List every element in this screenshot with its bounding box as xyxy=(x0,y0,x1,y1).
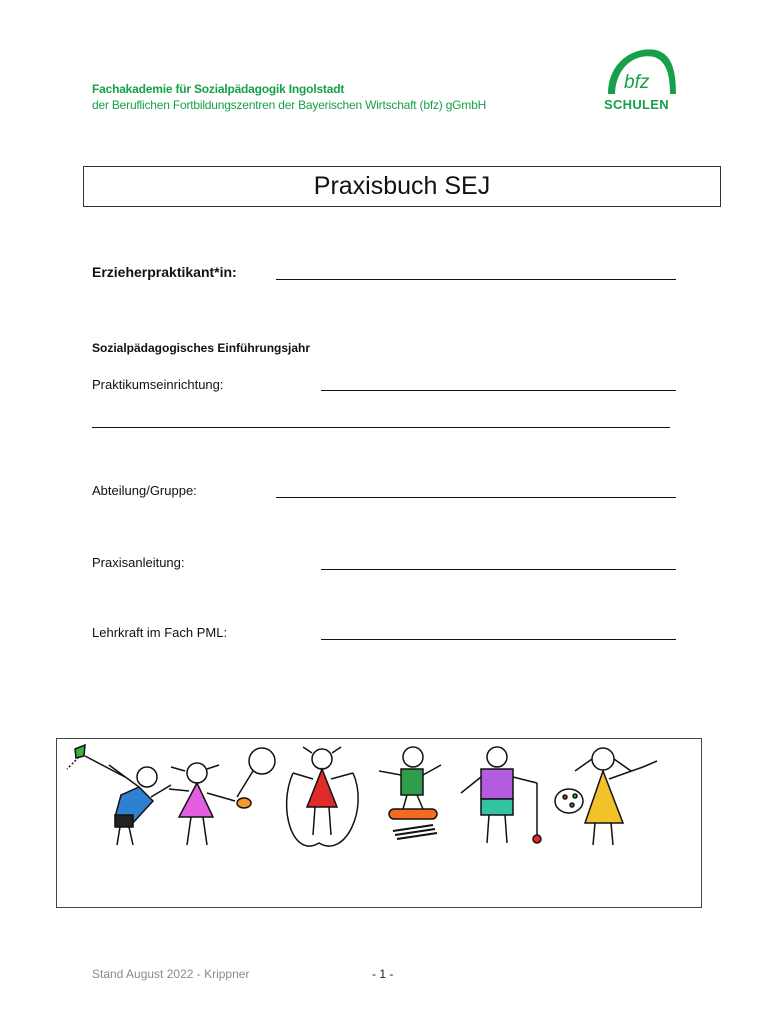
footer-status: Stand August 2022 - Krippner xyxy=(92,967,250,981)
facility-field[interactable] xyxy=(321,390,676,391)
header-organization: der Beruflichen Fortbildungszentren der Bayerischen Wirtschaft (bfz) gGmbH xyxy=(92,98,487,112)
supervisor-field[interactable] xyxy=(321,569,676,570)
facility-field-continued[interactable] xyxy=(92,427,670,428)
department-field[interactable] xyxy=(276,497,676,498)
children-illustration-frame xyxy=(56,738,702,908)
trainee-label: Erzieherpraktikant*in: xyxy=(92,264,237,280)
trainee-field[interactable] xyxy=(276,279,676,280)
supervisor-label: Praxisanleitung: xyxy=(92,555,185,570)
title-box xyxy=(83,166,721,207)
teacher-label: Lehrkraft im Fach PML: xyxy=(92,625,228,640)
facility-label: Praktikumseinrichtung: xyxy=(92,377,224,392)
section-heading: Sozialpädagogisches Einführungsjahr xyxy=(92,341,311,355)
header-school-name: Fachakademie für Sozialpädagogik Ingolstadt xyxy=(92,82,345,96)
logo-schulen-text: SCHULEN xyxy=(604,97,669,112)
child-painter-figure xyxy=(555,748,657,845)
department-label: Abteilung/Gruppe: xyxy=(92,483,197,498)
child-racket-figure xyxy=(169,748,275,845)
child-skateboard-figure xyxy=(379,747,441,839)
children-playing-illustration xyxy=(57,739,701,907)
teacher-field[interactable] xyxy=(321,639,676,640)
child-kite-figure xyxy=(67,745,171,845)
child-yoyo-figure xyxy=(461,747,541,843)
child-jump-rope-figure xyxy=(287,747,359,846)
bfz-logo-mark: bfz xyxy=(624,72,650,93)
page-title: Praxisbuch SEJ xyxy=(313,172,491,200)
footer-page-number: - 1 - xyxy=(372,967,394,981)
